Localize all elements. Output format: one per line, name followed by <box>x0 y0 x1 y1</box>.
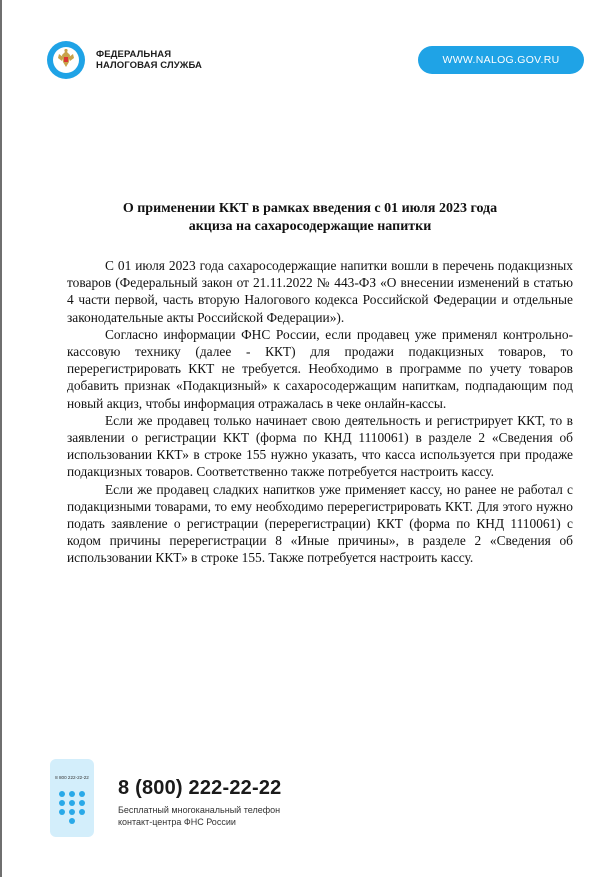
fns-emblem-icon <box>46 40 86 80</box>
hotline-description <box>118 804 280 828</box>
document-title-line2: акциза на сахаросодержащие напитки <box>188 219 432 234</box>
document-title <box>60 200 560 236</box>
org-name-line2: НАЛОГОВАЯ СЛУЖБА <box>96 60 202 71</box>
hotline-description-line2: контакт-центра ФНС России <box>118 817 236 827</box>
phone-keypad-icon <box>49 758 95 838</box>
paragraph: С 01 июля 2023 года сахаросодержащие напитки вошли в перечень подакцизных товаров (Федеральный закон от 21.11.2022 № 443-ФЗ «О внесении изменений в статью 4 части первой, часть вторую Налогового кодекса Российской Федерации и отдельные законодательные акты Российской Федерации»). <box>67 258 573 325</box>
document-title-line1: О применении ККТ в рамках введения с 01 июля 2023 года <box>122 201 498 216</box>
hotline-description-line1: Бесплатный многоканальный телефон <box>118 805 281 815</box>
website-link[interactable]: WWW.NALOG.GOV.RU <box>418 46 584 74</box>
org-name-line1: ФЕДЕРАЛЬНАЯ <box>96 49 172 60</box>
paragraph: Если же продавец сладких напитков уже применяет кассу, но ранее не работал с подакцизными товарами, то ему необходимо перерегистрировать ККТ. Для этого нужно подать заявление о регистрации (перерегистрации) ККТ (форма по КНД 1110061) с кодом причины перерегистрации 8 «Иные причины», в разделе 2 «Сведения об использовании ККТ» в строке 155. Также потребуется настроить кассу. <box>67 481 573 566</box>
org-name <box>96 49 202 71</box>
phone-screen-text: 8 800 222-22-22 <box>55 775 89 780</box>
paragraph: Согласно информации ФНС России, если продавец уже применял контрольно-кассовую технику (далее - ККТ) для продажи подакцизных товаров, то перерегистрировать ККТ не требуется. Необходимо в программе по учету товаров добавить признак «Подакцизный» к сахаросодержащим напиткам, подпадающим под новый акциз, чтобы информация отражалась в чеке онлайн-кассы. <box>67 326 573 411</box>
document-body <box>67 257 573 567</box>
hotline-number[interactable]: 8 (800) 222-22-22 <box>118 777 282 799</box>
paragraph: Если же продавец только начинает свою деятельность и регистрирует ККТ, то в заявлении о регистрации ККТ (форма по КНД 1110061) в разделе 2 «Сведения об использовании ККТ» в строке 155 нужно указать, что касса используется при продаже подакцизных товаров. Соответственно также потребуется настроить кассу. <box>67 412 573 480</box>
